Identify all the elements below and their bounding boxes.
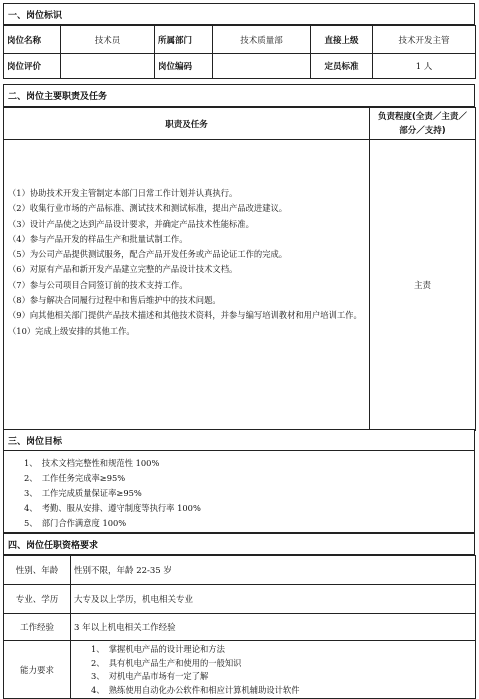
ability-item: 1、 掌握机电产品的设计理论和方法 [91,644,225,654]
ability-item: 3、 对机电产品市场有一定了解 [91,671,209,681]
goal-item: 3、 工作完成质量保证率≥95% [24,488,142,498]
qualification-label: 专业、学历 [4,585,71,614]
responsibility-degree-value: 主责 [370,140,476,431]
duties-column-header: 职责及任务 [4,108,370,140]
position-evaluation-label: 岗位评价 [4,54,61,79]
qualifications-table [3,555,476,699]
qualification-label: 工作经验 [4,614,71,641]
qualification-row [4,614,476,641]
staffing-value: 1 人 [373,54,476,79]
position-identity-table [3,25,476,79]
qualification-value: 性别不限，年龄 22-35 岁 [71,556,476,585]
duties-body-row [4,140,476,431]
duty-item: （4）参与产品开发的样品生产和批量试制工作。 [8,233,188,244]
goals-list [3,451,475,533]
section-1-title: 一、岗位标识 [8,10,63,21]
position-evaluation-value [61,54,155,79]
identity-row-2 [4,54,476,79]
duties-table [3,107,476,431]
qualification-label: 性别、年龄 [4,556,71,585]
supervisor-value: 技术开发主管 [373,26,476,54]
section-3-title: 三、岗位目标 [8,436,63,447]
duty-item: （6）对原有产品和新开发产品建立完整的产品设计技术文档。 [8,264,238,275]
position-name-value: 技术员 [61,26,155,54]
staffing-label: 定员标准 [311,54,373,79]
goal-item: 4、 考勤、服从安排、遵守制度等执行率 100% [24,503,201,513]
ability-item: 4、 熟练使用自动化办公软件和相应计算机辅助设计软件 [91,684,300,695]
degree-column-header: 负责程度(全责／主责／部分／支持) [370,108,476,140]
qualification-value: 大专及以上学历，机电相关专业 [71,585,476,614]
identity-row-1 [4,26,476,54]
goal-item: 2、 工作任务完成率≥95% [24,473,126,483]
section-4-title: 四、岗位任职资格要求 [8,540,99,551]
qualification-value: 3 年以上机电相关工作经验 [71,614,476,641]
supervisor-label: 直接上级 [311,26,373,54]
position-code-label: 岗位编码 [155,54,213,79]
duty-item: （7）参与公司项目合同签订前的技术支持工作。 [8,279,188,290]
qualification-row [4,585,476,614]
section-2-header [3,84,475,107]
duty-item: （3）设计产品使之达到产品设计要求，并确定产品技术性能标准。 [8,218,254,229]
position-name-label: 岗位名称 [4,26,61,54]
duty-item: （9）向其他相关部门提供产品技术描述和其他技术资料，并参与编写培训教材和用户培训工作。 [8,310,362,321]
duty-item: （5）为公司产品提供测试服务，配合产品开发任务或产品论证工作的完成。 [8,249,288,260]
section-2-title: 二、岗位主要职责及任务 [8,92,108,102]
duties-header-row [4,108,476,140]
duties-list [4,140,370,431]
department-value: 技术质量部 [213,26,311,54]
duty-item: （1）协助技术开发主管制定本部门日常工作计划并认真执行。 [8,188,238,198]
section-4-header [3,533,475,555]
ability-item: 2、 具有机电产品生产和使用的一般知识 [91,657,242,668]
goal-item: 1、 技术文档完整性和规范性 100% [24,458,160,468]
section-1-header [3,3,475,25]
ability-list [71,641,476,699]
section-3-header [3,429,475,451]
ability-row [4,641,476,699]
qualification-row [4,556,476,585]
ability-label: 能力要求 [4,641,71,699]
duty-item: （8）参与解决合同履行过程中和售后维护中的技术问题。 [8,295,221,306]
goal-item: 5、 部门合作满意度 100% [24,518,127,528]
department-label: 所属部门 [155,26,213,54]
duty-item: （2）收集行业市场的产品标准、测试技术和测试标准，提出产品改进建议。 [8,203,288,214]
position-code-value [213,54,311,79]
duty-item: （10）完成上级安排的其他工作。 [8,325,135,336]
